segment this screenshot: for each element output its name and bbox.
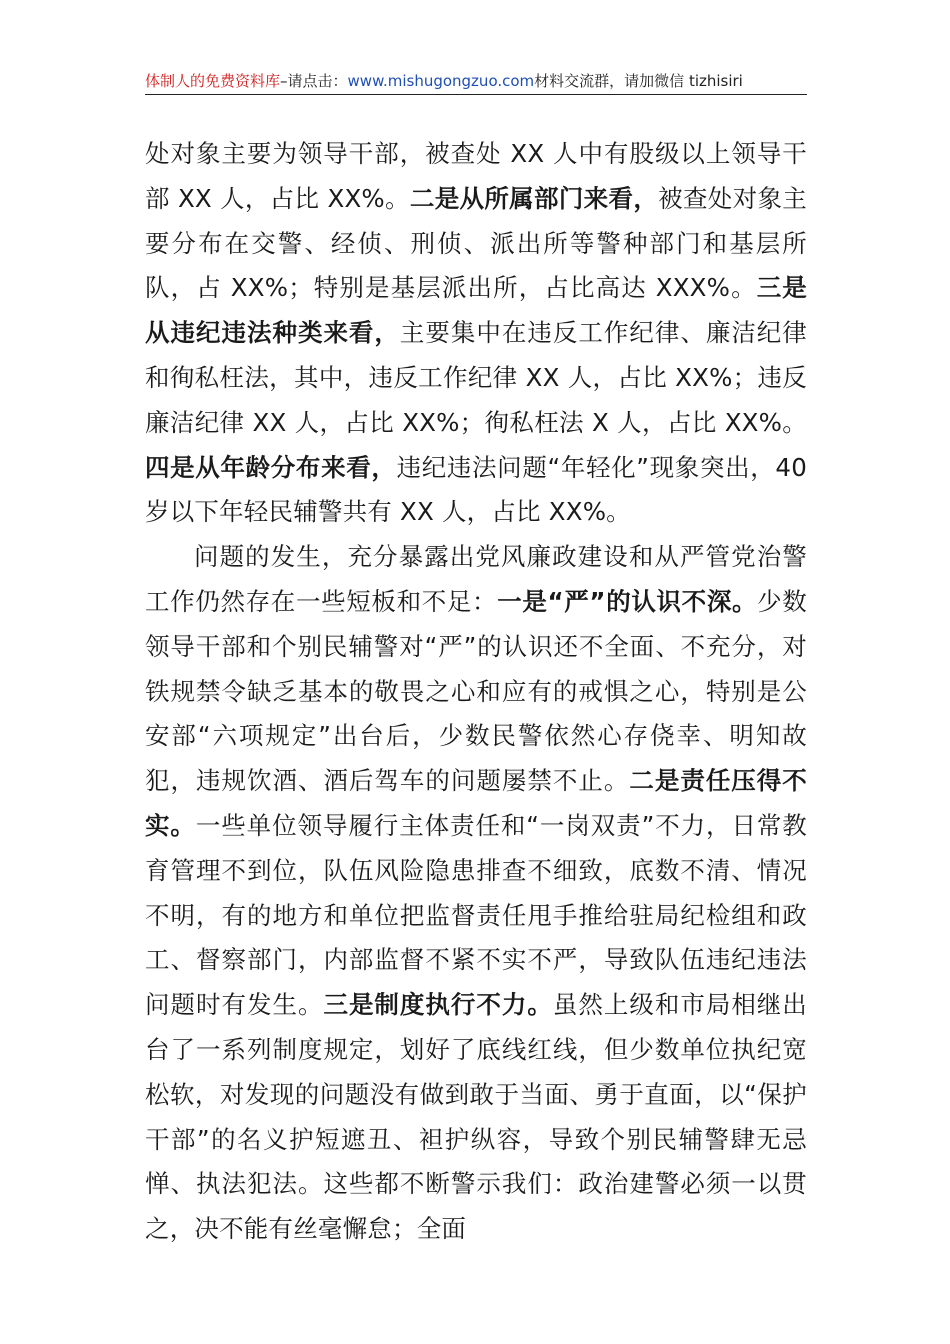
bold-heading-segment: 二是责任压得不实。: [145, 766, 807, 840]
bold-heading-segment: 四是从年龄分布来看，: [145, 452, 397, 482]
bold-heading-segment: 二是从所属部门来看，: [409, 183, 659, 213]
header-url-link[interactable]: www.mishugongzuo.com: [347, 72, 535, 90]
page-header: [145, 68, 807, 95]
text-segment: 被查处对象主要分布在交警、经侦、刑侦、派出所等警种部门和基层所队，占 XX%；特别是基层派出所，占比高达 XXX%。: [145, 183, 807, 303]
text-segment: 问题的发生，充分暴露出党风廉政建设和从严管党治警工作仍然存在一些短板和不足：: [145, 542, 807, 616]
text-segment: 一些单位领导履行主体责任和“一岗双责”不力，日常教育管理不到位，队伍风险隐患排查不细致，底数不清、情况不明，有的地方和单位把监督责任甩手推给驻局纪检组和政工、督察部门，内部监督不紧不实不严，导致队伍违纪违法问题时有发生。: [145, 810, 807, 1020]
text-segment: 虽然上级和市局相继出台了一系列制度规定，划好了底线红线，但少数单位执纪宽松软，对发现的问题没有做到敢于当面、勇于直面，以“保护干部”的名义护短遮丑、袒护纵容，导致个别民辅警肆无忌惮、执法犯法。这些都不断警示我们：政治建警必须一以贯之，决不能有丝毫懈怠；全面: [145, 990, 807, 1244]
header-site-name: 体制人的免费资料库: [145, 72, 281, 90]
text-segment: 少数领导干部和个别民辅警对“严”的认识还不全面、不充分，对铁规禁令缺乏基本的敬畏之心和应有的戒惧之心，特别是公安部“六项规定”出台后，少数民警依然心存侥幸、明知故犯，违规饮酒、酒后驾车的问题屡禁不止。: [145, 586, 807, 796]
document-body: [145, 132, 807, 1252]
header-tail: 材料交流群，请加微信 tizhisiri: [534, 72, 743, 90]
text-segment: 处对象主要为领导干部，被查处 XX 人中有股级以上领导干部 XX 人，占比 XX%。: [145, 139, 807, 213]
text-segment: 违纪违法问题“年轻化”现象突出，40 岁以下年轻民辅警共有 XX 人，占比 XX%。: [145, 452, 808, 527]
bold-heading-segment: 三是制度执行不力。: [323, 990, 553, 1020]
bold-heading-segment: 三是从违纪违法种类来看，: [145, 273, 808, 348]
paragraph-2: [145, 535, 807, 1252]
header-prompt: –请点击：: [280, 72, 348, 90]
paragraph-1: [145, 132, 807, 535]
text-segment: 主要集中在违反工作纪律、廉洁纪律和徇私枉法，其中，违反工作纪律 XX 人，占比 XX%；违反廉洁纪律 XX 人，占比 XX%；徇私枉法 X 人，占比 XX%。: [145, 318, 807, 437]
bold-heading-segment: 一是“严”的认识不深。: [497, 586, 758, 616]
